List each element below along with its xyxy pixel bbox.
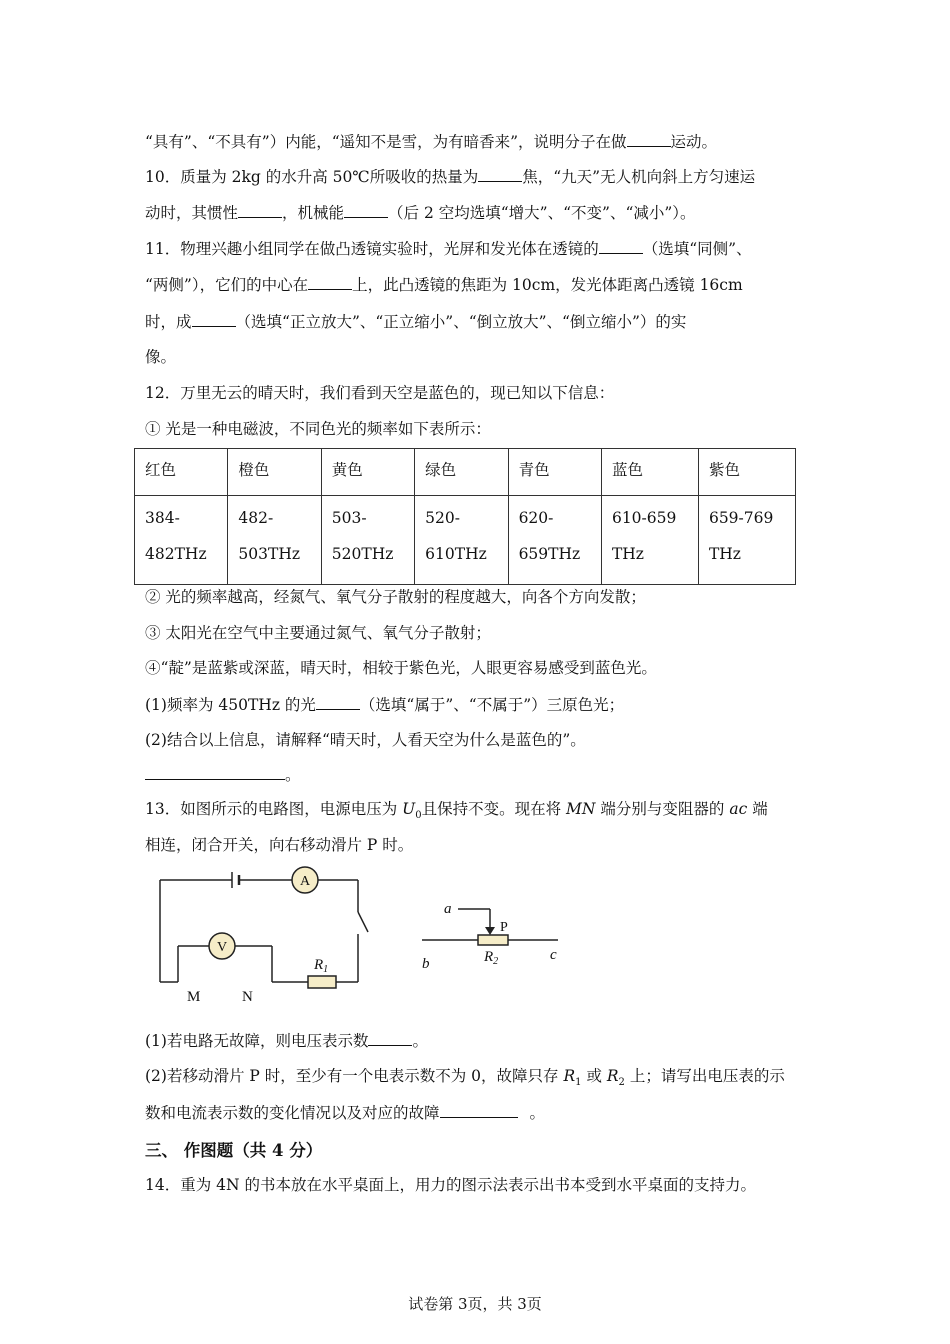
text: 上，此凸透镜的焦距为 10cm，发光体距离凸透镜 16cm xyxy=(352,276,743,294)
table-cell xyxy=(228,496,321,585)
ammeter-label: A xyxy=(299,874,311,889)
frequency-table xyxy=(134,448,796,585)
slider-arrow-icon xyxy=(485,927,495,935)
text: 11．物理兴趣小组同学在做凸透镜实验时，光屏和发光体在透镜的 xyxy=(145,240,599,258)
text: 像。 xyxy=(145,348,177,366)
symbol: R xyxy=(606,1067,619,1085)
text: (1)频率为 450THz 的光 xyxy=(145,696,316,714)
q11-line4 xyxy=(145,347,176,367)
r2-label xyxy=(483,949,498,967)
text: 。 xyxy=(412,1032,428,1050)
terminal-b-label: b xyxy=(422,956,430,972)
r1-symbol: R xyxy=(314,957,324,973)
q12-info2: ② 光的频率越高，经氮气、氧气分子散射的程度越大，向各个方向发散； xyxy=(145,588,646,606)
resistor-r1-icon xyxy=(308,976,336,988)
slider-p-label: P xyxy=(500,920,508,935)
table-header-cell: 黄色 xyxy=(321,449,414,496)
table-header-row xyxy=(135,449,796,496)
subscript: 1 xyxy=(575,1077,582,1089)
cell-text: 610THz xyxy=(425,545,487,563)
cell-text: 610-659 xyxy=(611,509,677,527)
page-footer: 试卷第 3页，共 3页 xyxy=(408,1295,542,1313)
q11-line3 xyxy=(145,311,686,332)
cell-text: 503THz xyxy=(238,545,300,563)
table-header-cell: 绿色 xyxy=(415,449,508,496)
text: 运动。 xyxy=(670,133,718,151)
cell-text: 482- xyxy=(238,509,274,527)
symbol: ac xyxy=(729,800,748,818)
subscript: 2 xyxy=(618,1077,625,1089)
voltmeter-label: V xyxy=(216,940,228,955)
text: （后 2 空均选填“增大”、“不变”、“减小”）。 xyxy=(388,204,696,222)
terminal-a-label: a xyxy=(444,901,452,917)
cell-text: 659-769 xyxy=(708,509,774,527)
text: （选填“正立放大”、“正立缩小”、“倒立放大”、“倒立缩小”）的实 xyxy=(235,313,687,331)
symbol: R xyxy=(563,1067,576,1085)
text: 13．如图所示的电路图，电源电压为 xyxy=(145,800,403,818)
table-header-cell: 蓝色 xyxy=(601,449,698,496)
text: “两侧”），它们的中心在 xyxy=(145,276,309,294)
q11-line2 xyxy=(145,274,743,295)
q9-tail-line xyxy=(145,131,717,152)
section-heading: 三、 作图题（共 4 分） xyxy=(145,1141,323,1160)
text: 。 xyxy=(529,1104,546,1122)
cell-text: 503- xyxy=(331,509,367,527)
cell-text: 520- xyxy=(425,509,460,527)
r1-subscript: 1 xyxy=(323,964,329,975)
text: 上；请写出电压表的示 xyxy=(624,1067,785,1085)
q12-answer-line xyxy=(145,764,301,785)
circuit-diagram xyxy=(150,862,380,1007)
text: 且保持不变。现在将 xyxy=(421,800,567,818)
cell-text: 384- xyxy=(145,509,180,527)
table-cell xyxy=(508,496,601,585)
table-cell xyxy=(601,496,698,585)
text: 。 xyxy=(285,766,301,784)
text: “具有”、“不具有”）内能，“遥知不是雪，为有暗香来”，说明分子在做 xyxy=(145,133,627,151)
text: （选填“同侧”、 xyxy=(642,240,752,258)
switch-lever xyxy=(358,912,368,932)
table-cell xyxy=(415,496,508,585)
table-cell xyxy=(135,496,228,585)
answer-blank xyxy=(599,238,643,254)
subscript: 0 xyxy=(415,810,422,822)
answer-blank xyxy=(316,694,360,710)
q10-line2 xyxy=(145,202,696,223)
q12-intro: 12．万里无云的晴天时，我们看到天空是蓝色的，现已知以下信息： xyxy=(145,384,615,402)
r2-subscript: 2 xyxy=(493,956,499,967)
answer-blank xyxy=(238,202,282,218)
table-header-cell: 紫色 xyxy=(698,449,795,496)
terminal-n-label: N xyxy=(242,989,253,1005)
text: 数和电流表示数的变化情况以及对应的故障 xyxy=(145,1104,440,1122)
q12-info3: ③ 太阳光在空气中主要通过氮气、氧气分子散射； xyxy=(145,624,491,642)
q12-sub1 xyxy=(145,694,624,715)
q12-info4: ④“靛”是蓝紫或深蓝，晴天时，相较于紫色光，人眼更容易感受到蓝色光。 xyxy=(145,659,657,677)
text: (1)若电路无故障，则电压表示数 xyxy=(145,1032,369,1050)
text: ，机械能 xyxy=(282,204,345,222)
text: 时，成 xyxy=(145,313,192,331)
r1-label xyxy=(313,957,328,975)
q13-sub2 xyxy=(145,1066,785,1093)
terminal-m-label: M xyxy=(187,989,201,1005)
cell-text: 482THz xyxy=(145,545,207,563)
q14-line: 14．重为 4N 的书本放在水平桌面上，用力的图示法表示出书本受到水平桌面的支持力。 xyxy=(145,1176,757,1194)
table-value-row xyxy=(135,496,796,585)
answer-blank xyxy=(627,131,671,147)
q13-sub1 xyxy=(145,1030,428,1051)
q11-line1 xyxy=(145,238,752,259)
table-header-cell: 青色 xyxy=(508,449,601,496)
text: 动时，其惯性 xyxy=(145,204,239,222)
text: 10．质量为 2kg 的水升高 50℃所吸收的热量为 xyxy=(145,168,479,186)
r2-symbol: R xyxy=(484,949,494,965)
answer-blank xyxy=(440,1102,518,1118)
cell-text: 659THz xyxy=(518,545,581,563)
q12-sub2: (2)结合以上信息，请解释“晴天时，人看天空为什么是蓝色的”。 xyxy=(145,731,586,749)
cell-text: 520THz xyxy=(331,545,394,563)
answer-blank xyxy=(478,166,522,182)
table-header-cell: 橙色 xyxy=(228,449,321,496)
cell-text: THz xyxy=(611,545,644,563)
text: （选填“属于”、“不属于”）三原色光； xyxy=(359,696,625,714)
answer-blank xyxy=(192,311,236,327)
symbol: U xyxy=(402,800,416,818)
cell-text: 620- xyxy=(518,509,554,527)
text: 端 xyxy=(747,800,768,818)
q10-line1 xyxy=(145,166,755,187)
text: 或 xyxy=(581,1067,607,1085)
q13-sub2-cont xyxy=(145,1102,545,1123)
symbol: MN xyxy=(566,800,596,818)
answer-blank xyxy=(368,1030,412,1046)
table-header-cell: 红色 xyxy=(135,449,228,496)
table-cell xyxy=(321,496,414,585)
q12-info1: ① 光是一种电磁波，不同色光的频率如下表所示： xyxy=(145,420,491,438)
q13-line1 xyxy=(145,799,768,826)
answer-blank xyxy=(145,764,285,780)
answer-blank xyxy=(344,202,388,218)
terminal-c-label: c xyxy=(550,947,557,963)
text: (2)若移动滑片 P 时，至少有一个电表示数不为 0，故障只存 xyxy=(145,1067,564,1085)
q13-line2: 相连，闭合开关，向右移动滑片 P 时。 xyxy=(145,836,414,854)
table-cell xyxy=(698,496,795,585)
rheostat-r2-icon xyxy=(478,935,508,945)
text: 焦，“九天”无人机向斜上方匀速运 xyxy=(522,168,756,186)
rheostat-diagram xyxy=(418,895,568,975)
cell-text: THz xyxy=(708,545,741,563)
answer-blank xyxy=(308,274,352,290)
text: 端分别与变阻器的 xyxy=(595,800,730,818)
